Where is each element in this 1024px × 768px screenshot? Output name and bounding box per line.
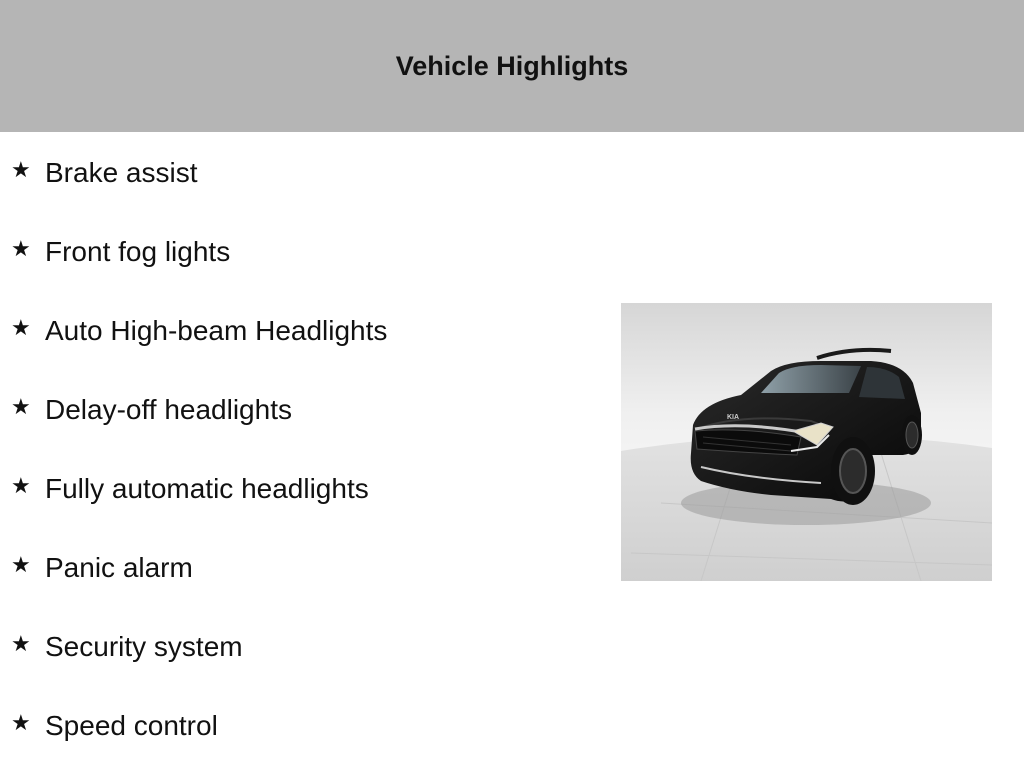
star-icon: ★ — [11, 631, 31, 656]
highlight-label: Delay-off headlights — [45, 394, 292, 425]
highlight-label: Front fog lights — [45, 236, 231, 267]
highlight-label: Security system — [45, 631, 243, 662]
star-icon: ★ — [11, 473, 31, 498]
highlight-label: Speed control — [45, 710, 218, 741]
star-icon: ★ — [11, 157, 31, 182]
highlight-label: Auto High-beam Headlights — [45, 315, 388, 346]
vehicle-illustration — [621, 303, 992, 581]
star-icon: ★ — [11, 315, 31, 340]
star-icon: ★ — [11, 552, 31, 577]
vehicle-photo — [621, 303, 992, 581]
star-icon: ★ — [11, 236, 31, 261]
page-title: Vehicle Highlights — [395, 50, 629, 81]
star-icon: ★ — [11, 710, 31, 735]
header-bar — [0, 0, 1024, 132]
svg-text:KIA: KIA — [727, 414, 740, 421]
highlight-label: Panic alarm — [45, 552, 193, 583]
highlight-label: Fully automatic headlights — [45, 473, 369, 504]
star-icon: ★ — [11, 394, 31, 419]
highlight-label: Brake assist — [45, 157, 198, 188]
